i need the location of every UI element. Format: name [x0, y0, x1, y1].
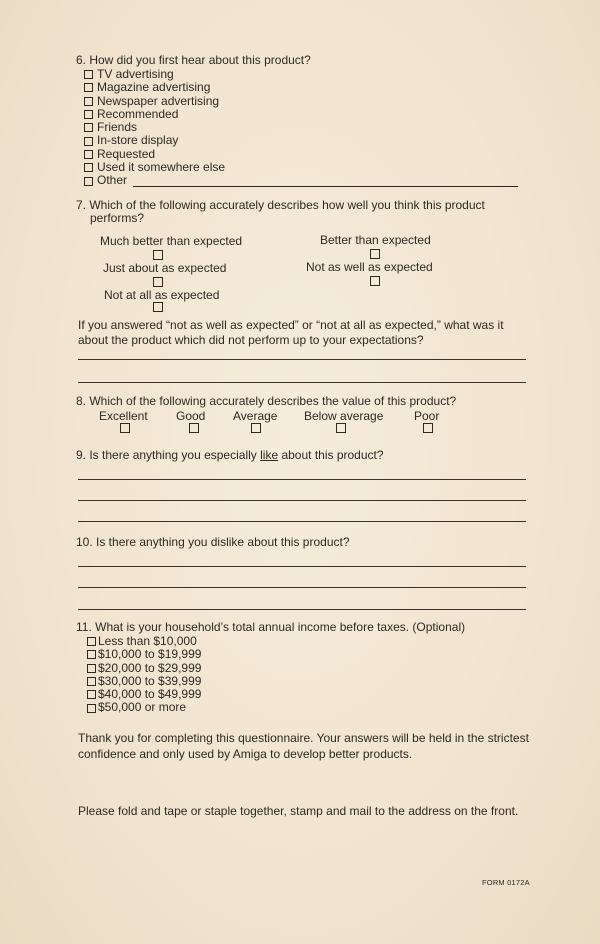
checkbox-about-as-expected[interactable] [153, 277, 163, 287]
option-label: Recommended [97, 106, 179, 121]
question-11: 11. What is your household’s total annual income before taxes. (Optional) [76, 620, 466, 634]
checkbox[interactable] [84, 83, 93, 92]
checkbox[interactable] [87, 704, 96, 713]
thank-you-note: Thank you for completing this questionnaire. Your answers will be held in the strictest confidence and only used by Amiga to develop better products. [78, 731, 529, 761]
option-income-20k-30k[interactable] [87, 662, 201, 675]
question-11-options [87, 635, 201, 715]
checkbox[interactable] [84, 123, 93, 132]
checkbox[interactable] [84, 150, 93, 159]
option-label: $10,000 to $19,999 [98, 647, 202, 662]
option-not-as-well: Not as well as expected [306, 260, 433, 274]
checkbox[interactable] [87, 690, 96, 699]
question-9-prefix: 9. Is there anything you especially [76, 448, 261, 462]
question-10: 10. Is there anything you dislike about this product? [76, 535, 350, 549]
question-7-line-1: 7. Which of the following accurately describes how well you think this product [76, 198, 485, 212]
answer-line[interactable] [78, 479, 526, 480]
answer-line[interactable] [78, 566, 526, 567]
option-label: Magazine advertising [97, 80, 211, 95]
option-label: Less than $10,000 [98, 634, 197, 648]
answer-line[interactable] [78, 382, 526, 383]
question-8: 8. Which of the following accurately describes the value of this product? [76, 394, 457, 408]
answer-line[interactable] [78, 500, 526, 501]
option-better: Better than expected [320, 233, 431, 247]
option-label: Used it somewhere else [97, 160, 226, 175]
option-label: In-store display [97, 133, 179, 148]
answer-line[interactable] [78, 609, 526, 610]
option-income-10k-20k[interactable] [87, 648, 201, 661]
checkbox[interactable] [84, 97, 93, 106]
other-write-in-line[interactable] [133, 176, 518, 187]
answer-line[interactable] [78, 359, 526, 360]
option-income-30k-40k[interactable] [87, 675, 201, 688]
checkbox[interactable] [87, 637, 96, 646]
option-label: $40,000 to $49,999 [98, 687, 202, 702]
question-7 [76, 199, 485, 226]
option-poor: Poor [414, 409, 440, 423]
option-income-40k-50k[interactable] [87, 688, 201, 701]
checkbox[interactable] [84, 177, 93, 186]
option-income-50k-plus[interactable] [87, 701, 201, 714]
answer-line[interactable] [78, 587, 526, 588]
option-label: Newspaper advertising [97, 93, 220, 108]
checkbox[interactable] [84, 137, 93, 146]
checkbox-average[interactable] [251, 423, 261, 433]
checkbox[interactable] [84, 163, 93, 172]
checkbox[interactable] [84, 70, 93, 79]
followup-line-1: If you answered “not as well as expected” or “not at all as expected,” what was it [78, 318, 504, 332]
option-label: Requested [97, 146, 156, 161]
option-in-store-display[interactable] [84, 134, 518, 147]
checkbox-poor[interactable] [423, 423, 433, 433]
option-income-under-10k[interactable] [87, 635, 201, 648]
option-not-at-all: Not at all as expected [104, 288, 220, 302]
option-good: Good [176, 409, 206, 423]
checkbox[interactable] [87, 650, 96, 659]
checkbox-excellent[interactable] [120, 423, 130, 433]
option-below-average: Below average [304, 409, 384, 423]
option-newspaper-advertising[interactable] [84, 95, 518, 108]
checkbox[interactable] [87, 664, 96, 673]
checkbox-not-as-well[interactable] [370, 276, 380, 286]
option-label: $50,000 or more [98, 700, 187, 715]
checkbox[interactable] [87, 677, 96, 686]
checkbox-not-at-all[interactable] [153, 302, 163, 312]
option-tv-advertising[interactable] [84, 68, 518, 81]
mailing-instructions: Please fold and tape or staple together, stamp and mail to the address on the front. [78, 804, 519, 818]
option-excellent: Excellent [99, 409, 148, 423]
option-label: Friends [97, 120, 138, 135]
checkbox-below-average[interactable] [336, 423, 346, 433]
checkbox-much-better[interactable] [153, 250, 163, 260]
option-label: TV advertising [97, 67, 174, 81]
option-recommended[interactable] [84, 108, 518, 121]
question-7-line-2: performs? [90, 211, 145, 226]
checkbox-good[interactable] [189, 423, 199, 433]
option-friends[interactable] [84, 121, 518, 134]
question-9-emphasis: like [260, 448, 279, 462]
option-other[interactable] [84, 174, 518, 187]
answer-line[interactable] [78, 521, 526, 522]
option-label: Other [97, 173, 128, 188]
question-6: 6. How did you first hear about this product? [76, 53, 311, 67]
question-9 [76, 449, 384, 462]
question-6-options [84, 68, 518, 188]
question-9-suffix: about this product? [278, 448, 384, 462]
option-about-as-expected: Just about as expected [103, 261, 227, 275]
option-label: $30,000 to $39,999 [98, 673, 202, 688]
option-used-elsewhere[interactable] [84, 161, 518, 174]
option-magazine-advertising[interactable] [84, 81, 518, 94]
question-7-followup [78, 318, 504, 347]
option-much-better: Much better than expected [100, 234, 243, 248]
option-average: Average [233, 409, 278, 423]
option-label: $20,000 to $29,999 [98, 660, 202, 675]
option-requested[interactable] [84, 148, 518, 161]
checkbox-better[interactable] [370, 249, 380, 259]
checkbox[interactable] [84, 110, 93, 119]
form-number: FORM 0172A [482, 878, 530, 887]
followup-line-2: about the product which did not perform up to your expectations? [78, 332, 424, 347]
